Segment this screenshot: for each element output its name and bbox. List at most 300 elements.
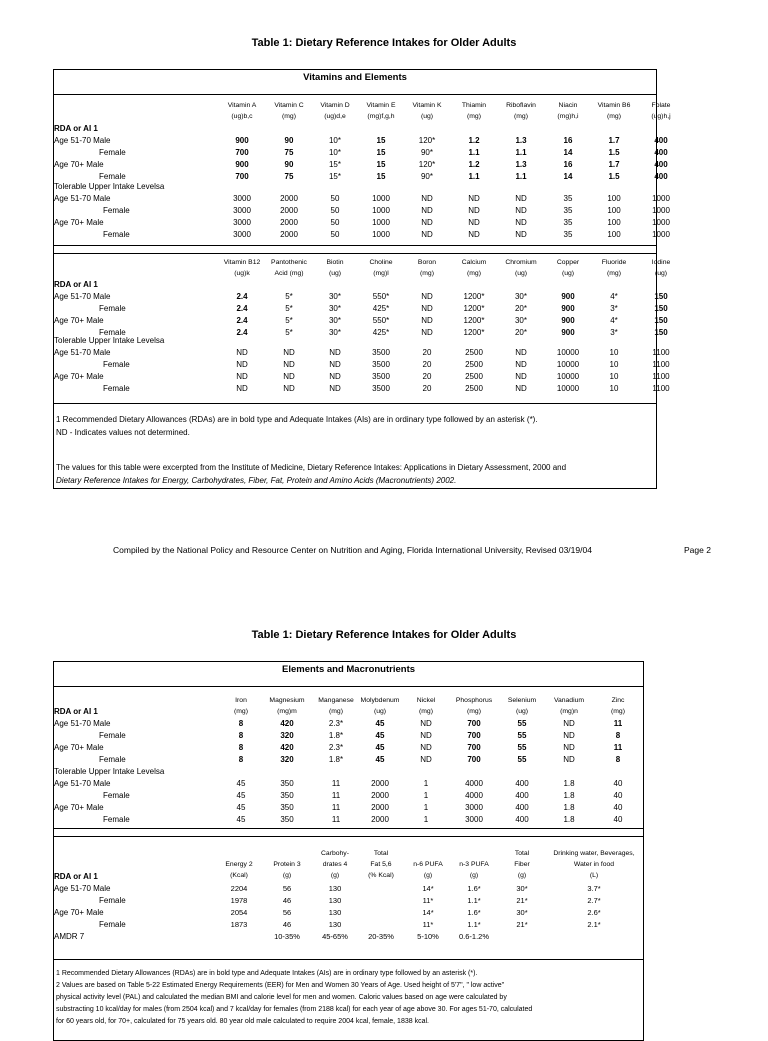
p1-vit-rda-cell: 14 (563, 148, 573, 157)
p1-vit-header-6-line-0: Riboflavin (506, 102, 536, 109)
p1-vit-rda-cell: 1.3 (515, 160, 527, 169)
p1-vit-rda-cell: 1.7 (608, 160, 620, 169)
p1-elem-header-5-line-1: (mg) (467, 270, 481, 277)
p1-vit-header-4-line-0: Vitamin K (412, 102, 442, 109)
p1-vit-ul-row-label: Age 70+ Male (54, 218, 104, 227)
page-number: Page 2 (684, 545, 711, 555)
p1-vit-ul-cell: ND (468, 230, 480, 239)
p2-macro-cell: 2054 (230, 908, 248, 917)
p1-vit-header-5-line-1: (mg) (467, 113, 481, 120)
p2-macro-cell: 0.6-1.2% (458, 932, 490, 941)
p1-vit-ul-cell: ND (468, 206, 480, 215)
p2-elem-ul-row-label: Age 51-70 Male (54, 779, 111, 788)
p1-elem-ul-cell: ND (236, 384, 248, 393)
p2-elem-header-7-line-1: (mg)n (560, 708, 578, 715)
p2-elem-rda-cell: 8 (238, 755, 244, 764)
p2-elem-rda-cell: 700 (467, 731, 481, 740)
p1-vit-rda-cell: 90 (284, 136, 294, 145)
p2-elem-ul-cell: 400 (515, 803, 529, 812)
p1-vit-rda-cell: 1.3 (515, 136, 527, 145)
p2-elem-rda-cell: ND (563, 719, 575, 728)
p1-vit-ul-cell: 1000 (372, 218, 390, 227)
p2-elem-ul-cell: 11 (331, 815, 341, 824)
p2-macro-header-3-line-2: (% Kcal) (368, 872, 394, 879)
p2-elem-rda-cell: 420 (280, 719, 294, 728)
p1-elem-rda-cell: 1200* (463, 316, 485, 325)
p1-vit-ul-cell: ND (468, 194, 480, 203)
p1-elem-ul-cell: ND (329, 372, 341, 381)
p1-vit-rda-cell: 120* (418, 160, 436, 169)
p2-elem-rda-cell: ND (563, 755, 575, 764)
p2-elem-ul-cell: 3000 (465, 815, 483, 824)
p2-elem-ul-cell: 45 (236, 779, 246, 788)
p2-elem-ul-row-label: Age 70+ Male (54, 803, 104, 812)
footnote-nd: ND - Indicates values not determined. (56, 428, 190, 437)
elements-macronutrients-table (53, 661, 644, 1041)
p2-elem-ul-cell: 1.8 (563, 779, 575, 788)
p2-elem-header-2-line-0: Manganese (318, 697, 354, 704)
p2-elem-rda-cell: ND (420, 755, 432, 764)
p1-elem-header-9-line-0: Iodine (651, 259, 671, 266)
p1-elem-ul-cell: ND (329, 360, 341, 369)
p1-elem-ul-label: Tolerable Upper Intake Levelsa (54, 336, 165, 345)
p2-elem-ul-cell: 2000 (371, 815, 389, 824)
p1-elem-rda-cell: 5* (285, 292, 293, 301)
p1-elem-ul-cell: 1100 (652, 360, 670, 369)
p2-macro-cell: 30* (516, 908, 528, 917)
p1-vit-rda-cell: 15 (376, 172, 386, 181)
p1-elem-header-9-line-1: (ug) (654, 270, 668, 277)
p1-elem-rda-cell: ND (421, 304, 433, 313)
p1-elem-rda-cell: 30* (514, 316, 527, 325)
p2-elem-header-4-line-0: Nickel (416, 697, 436, 704)
compiled-footer: Compiled by the National Policy and Resource Center on Nutrition and Aging, Florida International University, Revised 03/19/04 (113, 545, 592, 555)
p2-macro-header-7-line-2: (L) (589, 872, 599, 879)
p2-macro-cell: 1.6* (467, 884, 481, 893)
p2-macro-cell: 30* (516, 884, 528, 893)
p2-elem-ul-cell: 40 (613, 803, 623, 812)
p1-elem-rda-row-label: Age 51-70 Male (54, 292, 111, 301)
p1-elem-rda-cell: 1200* (463, 328, 485, 337)
vitamins-section-title: Vitamins and Elements (303, 72, 407, 83)
p2-macro-cell: 1.1* (467, 896, 481, 905)
p2-macro-cell: 46 (282, 920, 292, 929)
p1-elem-ul-cell: ND (283, 384, 295, 393)
p2-macro-header-4-line-0: n-6 PUFA (413, 861, 443, 868)
p1-vit-ul-row-label: Age 51-70 Male (54, 194, 111, 203)
p2-elem-rda-cell: 320 (280, 731, 294, 740)
p2-macro-header-4-line-1: (g) (423, 872, 433, 879)
p1-elem-rda-cell: 3* (610, 304, 618, 313)
p1-elem-rda-cell: 30* (328, 316, 341, 325)
p2-macro-cell: 5-10% (417, 932, 439, 941)
p2-elem-rda-row-label: Female (99, 755, 126, 764)
page1-title: Table 1: Dietary Reference Intakes for Older Adults (251, 37, 517, 49)
p1-elem-rda-cell: 1200* (463, 292, 485, 301)
p1-vit-ul-cell: 1000 (652, 218, 670, 227)
p1-elem-header-4-line-1: (mg) (420, 270, 434, 277)
p1-elem-rda-cell: ND (421, 328, 433, 337)
p1-vit-rda-cell: 75 (284, 172, 294, 181)
p2-macro-cell: 1.1* (467, 920, 481, 929)
p1-elem-rda-cell: 30* (328, 328, 341, 337)
p1-elem-rda-cell: 4* (610, 292, 618, 301)
p1-elem-ul-cell: 2500 (465, 384, 483, 393)
p1-elem-ul-cell: ND (515, 372, 527, 381)
p1-vit-ul-cell: 100 (607, 230, 621, 239)
p2-macro-cell: 2.7* (587, 896, 601, 905)
p1-vit-ul-cell: 3000 (233, 230, 251, 239)
p1-elem-rda-cell: 3* (610, 328, 618, 337)
p1-elem-rda-cell: 150 (654, 328, 668, 337)
p1-elem-rda-cell: 20* (514, 304, 527, 313)
p1-vit-rda-cell: 10* (328, 136, 341, 145)
p2-elem-header-3-line-1: (ug) (373, 708, 387, 715)
p1-elem-rda-cell: 30* (328, 292, 341, 301)
p1-vit-ul-cell: ND (421, 218, 433, 227)
p2-macro-header-6-line-2: (g) (517, 872, 527, 879)
p1-vit-ul-cell: ND (421, 194, 433, 203)
p1-elem-rda-cell: ND (421, 316, 433, 325)
p1-elem-rda-cell: 900 (561, 328, 575, 337)
p2-elem-ul-cell: 1.8 (563, 815, 575, 824)
p1-elem-header-1-line-0: Pantothenic (271, 259, 307, 266)
p1-vit-rda-cell: 900 (235, 136, 249, 145)
p1-elem-rda-cell: 2.4 (236, 328, 248, 337)
p1-vit-ul-cell: ND (515, 194, 527, 203)
p2-elem-ul-cell: 1.8 (563, 803, 575, 812)
p2-elem-header-1-line-0: Magnesium (269, 697, 305, 704)
p1-vit-rda-cell: 1.5 (608, 148, 620, 157)
p1-vit-header-3-line-0: Vitamin E (366, 102, 396, 109)
p1-elem-ul-cell: 2500 (465, 348, 483, 357)
p1-elem-ul-cell: 3500 (372, 372, 390, 381)
p2-macro-header-5-line-0: n-3 PUFA (459, 861, 489, 868)
p2-elem-header-6-line-1: (ug) (515, 708, 529, 715)
p2-elem-rda-cell: 1.8* (328, 731, 344, 740)
p1-elem-ul-cell: 20 (422, 360, 432, 369)
p2-macro-cell: 20-35% (368, 932, 394, 941)
p2-elem-rda-cell: 1.8* (328, 755, 344, 764)
p2-elem-ul-cell: 350 (280, 791, 294, 800)
p2-elem-ul-cell: 11 (331, 791, 341, 800)
p2-elem-header-2-line-1: (mg) (329, 708, 343, 715)
p2-macro-cell: 11* (422, 920, 434, 929)
footnote-1: 1 Recommended Dietary Allowances (RDAs) are in bold type and Adequate Intakes (AIs) are in ordinary type followed by an asterisk (*). (56, 415, 538, 424)
p1-elem-ul-cell: 1100 (652, 384, 670, 393)
p2-elem-rda-cell: 700 (467, 719, 481, 728)
p2-elem-rda-row-label: Female (99, 731, 126, 740)
source-note-2: Dietary Reference Intakes for Energy, Carbohydrates, Fiber, Fat, Protein and Amino Acids (Macronutrients) 2002. (56, 476, 457, 485)
p2-elem-ul-row-label: Female (103, 791, 130, 800)
p1-vit-ul-cell: 50 (330, 230, 340, 239)
p2-elem-rda-cell: 45 (375, 731, 385, 740)
p1-vit-ul-row-label: Female (103, 206, 130, 215)
p2-macro-row-label: Age 51-70 Male (54, 884, 111, 893)
p1-elem-rda-row-label: Age 70+ Male (54, 316, 104, 325)
p2-elem-rda-cell: ND (563, 731, 575, 740)
p2-elem-ul-cell: 400 (515, 815, 529, 824)
p1-elem-rda-cell: 4* (610, 316, 618, 325)
p2-elem-rda-cell: 45 (375, 743, 385, 752)
p2-macro-cell: 130 (328, 884, 342, 893)
p1-elem-ul-cell: ND (515, 348, 527, 357)
p1-vit-rda-cell: 16 (563, 160, 573, 169)
p1-elem-ul-cell: ND (236, 360, 248, 369)
p2-macro-header-6-line-0: Total (514, 850, 530, 857)
p2-elem-rda-label: RDA or AI 1 (54, 707, 98, 716)
p1-vit-header-9-line-0: Folate (651, 102, 671, 109)
p2-elem-rda-cell: ND (420, 743, 432, 752)
p2-footnote-5: for 60 years old, for 70+, calculated for 75 years old. 80 year old male calculated to require 2004 kcal, female, 1838 kcal. (56, 1018, 429, 1025)
p2-elem-ul-cell: 400 (515, 779, 529, 788)
p1-vit-ul-cell: 35 (563, 194, 573, 203)
p2-elem-header-8-line-0: Zinc (611, 697, 625, 704)
p2-macro-header-2-line-0: Carbohy- (321, 850, 349, 857)
p2-elem-rda-row-label: Age 70+ Male (54, 743, 104, 752)
p1-vit-header-0-line-1: (ug)b,c (231, 113, 253, 120)
p2-macro-header-2-line-2: (g) (330, 872, 340, 879)
p2-elem-rda-cell: ND (420, 731, 432, 740)
p2-macro-cell: 45-65% (322, 932, 348, 941)
p1-elem-ul-cell: ND (283, 348, 295, 357)
p2-footnote-4: substracting 10 kcal/day for males (from 2504 kcal) and 7 kcal/day for females (from 2188 kcal) for each year of age above 30. For ages 51-70, calculated (56, 1006, 533, 1013)
p1-elem-ul-cell: 2500 (465, 372, 483, 381)
p1-vit-rda-row-label: Female (99, 148, 126, 157)
p2-elem-rda-cell: 55 (517, 755, 527, 764)
p1-vit-rda-cell: 1.1 (468, 172, 480, 181)
p1-vit-rda-cell: 700 (235, 148, 249, 157)
p1-elem-header-8-line-0: Fluoride (601, 259, 627, 266)
p2-elem-ul-cell: 1 (423, 791, 429, 800)
p1-vit-rda-cell: 16 (563, 136, 573, 145)
p1-elem-ul-cell: 3500 (372, 384, 390, 393)
p2-elem-rda-cell: 2.3* (328, 743, 344, 752)
p2-elem-ul-cell: 1.8 (563, 791, 575, 800)
p2-elem-ul-cell: 400 (515, 791, 529, 800)
p1-elem-rda-cell: 900 (561, 304, 575, 313)
p1-vit-header-2-line-1: (ug)d,e (324, 113, 346, 120)
p1-elem-ul-cell: ND (329, 348, 341, 357)
p1-elem-rda-cell: 2.4 (236, 304, 248, 313)
p2-macro-header-3-line-1: Fat 5,6 (370, 861, 392, 868)
p1-vit-ul-cell: 100 (607, 206, 621, 215)
p2-elem-rda-cell: 45 (375, 755, 385, 764)
p1-vit-rda-label: RDA or AI 1 (54, 124, 98, 133)
p1-elem-rda-cell: 30* (514, 292, 527, 301)
p1-vit-rda-cell: 400 (654, 172, 668, 181)
p1-vit-rda-cell: 1.1 (468, 148, 480, 157)
p2-elem-ul-cell: 45 (236, 815, 246, 824)
p1-elem-ul-cell: 10000 (556, 384, 580, 393)
p1-elem-rda-cell: 150 (654, 304, 668, 313)
p2-elem-ul-cell: 11 (331, 779, 341, 788)
p2-elem-ul-cell: 350 (280, 803, 294, 812)
p2-elem-ul-cell: 1 (423, 803, 429, 812)
p1-elem-rda-cell: 1200* (463, 304, 485, 313)
p1-elem-header-2-line-0: Biotin (326, 259, 344, 266)
p1-vit-rda-cell: 15* (328, 172, 341, 181)
p2-macro-cell: 21* (516, 920, 528, 929)
p2-macro-cell: 130 (328, 896, 342, 905)
p1-vit-ul-cell: ND (515, 218, 527, 227)
p1-elem-header-0-line-1: (ug)k (234, 270, 250, 277)
p1-elem-ul-cell: 2500 (465, 360, 483, 369)
p1-elem-ul-cell: 10 (609, 372, 619, 381)
p1-vit-rda-row-label: Age 51-70 Male (54, 136, 111, 145)
p2-elem-ul-cell: 40 (613, 779, 623, 788)
p1-vit-ul-cell: 100 (607, 218, 621, 227)
p2-macro-header-3-line-0: Total (373, 850, 389, 857)
p2-elem-rda-row-label: Age 51-70 Male (54, 719, 111, 728)
p1-vit-ul-cell: 3000 (233, 194, 251, 203)
p2-elem-header-3-line-0: Molybdenum (360, 697, 400, 704)
p1-elem-ul-cell: 10 (609, 360, 619, 369)
p2-macro-header-6-line-1: Fiber (514, 861, 530, 868)
p1-vit-ul-cell: ND (515, 230, 527, 239)
p1-vit-rda-cell: 700 (235, 172, 249, 181)
p1-vit-header-8-line-1: (mg) (607, 113, 621, 120)
p2-elem-rda-cell: 8 (238, 743, 244, 752)
p1-vit-ul-cell: 1000 (652, 206, 670, 215)
p2-macro-cell: 2204 (230, 884, 248, 893)
p2-macro-header-0-line-0: Energy 2 (225, 861, 253, 868)
p2-macro-cell: 56 (282, 908, 292, 917)
p2-elem-rda-cell: 55 (517, 731, 527, 740)
p1-elem-rda-cell: ND (421, 292, 433, 301)
p1-vit-ul-cell: 2000 (280, 218, 298, 227)
p1-elem-header-2-line-1: (ug) (328, 270, 342, 277)
p2-elem-ul-cell: 2000 (371, 779, 389, 788)
p1-elem-ul-cell: 1100 (652, 372, 670, 381)
p2-macro-row-label: AMDR 7 (54, 932, 85, 941)
p1-vit-rda-cell: 10* (328, 148, 341, 157)
p2-elem-header-0-line-0: Iron (235, 697, 247, 704)
p2-elem-header-4-line-1: (mg) (419, 708, 433, 715)
p2-elem-rda-cell: 8 (238, 731, 244, 740)
p1-vit-ul-cell: 2000 (280, 194, 298, 203)
p2-macro-cell: 56 (282, 884, 292, 893)
p2-footnote-2: 2 Values are based on Table 5-22 Estimated Energy Requirements (EER) for Men and Women 30 Years of Age. Used height of 5'7", " low active" (56, 982, 505, 989)
p1-elem-rda-cell: 900 (561, 292, 575, 301)
p2-elem-rda-cell: 2.3* (328, 719, 344, 728)
p1-vit-header-5-line-0: Thiamin (461, 102, 487, 109)
p1-vit-header-1-line-1: (mg) (282, 113, 296, 120)
p1-elem-ul-row-label: Age 70+ Male (54, 372, 104, 381)
p1-elem-header-7-line-0: Copper (556, 259, 580, 266)
p1-vit-ul-cell: 35 (563, 230, 573, 239)
p1-vit-rda-cell: 1.1 (515, 148, 527, 157)
p1-elem-rda-cell: 5* (285, 316, 293, 325)
p2-macro-cell: 11* (422, 896, 434, 905)
p2-elem-ul-cell: 1 (423, 779, 429, 788)
p2-elem-rda-cell: 8 (238, 719, 244, 728)
vitamins-table (53, 69, 671, 489)
p1-vit-ul-cell: 1000 (652, 230, 670, 239)
p2-elem-ul-cell: 350 (280, 815, 294, 824)
p2-macro-header-7-line-1: Water in food (573, 861, 615, 868)
p2-elem-rda-cell: 420 (280, 743, 294, 752)
p1-vit-rda-cell: 15 (376, 160, 386, 169)
p2-macro-cell: 130 (328, 920, 342, 929)
p1-elem-rda-cell: 20* (514, 328, 527, 337)
p1-vit-ul-cell: ND (468, 218, 480, 227)
p2-macro-rda-label: RDA or AI 1 (54, 872, 98, 881)
p1-vit-header-1-line-0: Vitamin C (274, 102, 304, 109)
p1-vit-header-3-line-1: (mg)f,g,h (367, 113, 395, 120)
p1-vit-rda-cell: 14 (563, 172, 573, 181)
p2-elem-ul-cell: 11 (331, 803, 341, 812)
p1-elem-rda-row-label: Female (99, 328, 126, 337)
p2-macro-header-2-line-1: drates 4 (322, 861, 348, 868)
p1-vit-ul-cell: 3000 (233, 218, 251, 227)
p1-elem-rda-label: RDA or AI 1 (54, 280, 98, 289)
p1-vit-rda-row-label: Female (99, 172, 126, 181)
p1-elem-header-5-line-0: Calcium (461, 259, 487, 266)
p1-elem-rda-cell: 5* (285, 304, 293, 313)
p1-elem-rda-cell: 150 (654, 316, 668, 325)
p1-elem-ul-cell: ND (236, 348, 248, 357)
p1-vit-ul-cell: 1000 (372, 194, 390, 203)
p1-vit-ul-cell: 35 (563, 218, 573, 227)
p1-vit-rda-row-label: Age 70+ Male (54, 160, 104, 169)
source-note-1: The values for this table were excerpted from the Institute of Medicine, Dietary Reference Intakes: Applications in Dietary Assessment, 2000 and (56, 463, 567, 472)
p1-vit-header-9-line-1: (ug)h,j (651, 113, 671, 120)
p1-vit-rda-cell: 1.7 (608, 136, 620, 145)
p2-elem-ul-cell: 40 (613, 791, 623, 800)
p1-elem-ul-cell: 20 (422, 348, 432, 357)
p2-elem-header-6-line-0: Selenium (507, 697, 537, 704)
p2-macro-cell: 1.6* (467, 908, 481, 917)
p1-vit-header-8-line-0: Vitamin B6 (597, 102, 631, 109)
p1-vit-header-2-line-0: Vitamin D (320, 102, 350, 109)
p1-vit-ul-cell: 3000 (233, 206, 251, 215)
p1-elem-rda-cell: 2.4 (236, 316, 248, 325)
p2-macro-header-1-line-0: Protein 3 (273, 861, 301, 868)
p1-elem-header-0-line-0: Vitamin B12 (223, 259, 261, 266)
p1-vit-ul-cell: 1000 (372, 230, 390, 239)
p1-vit-rda-cell: 1.2 (468, 160, 480, 169)
p2-macro-cell: 46 (282, 896, 292, 905)
p1-elem-ul-cell: 20 (422, 384, 432, 393)
p1-vit-ul-cell: 35 (563, 206, 573, 215)
p1-elem-header-7-line-1: (ug) (561, 270, 575, 277)
p2-elem-header-0-line-1: (mg) (234, 708, 248, 715)
p1-elem-header-6-line-1: (ug) (514, 270, 528, 277)
p2-macro-cell: 14* (422, 908, 434, 917)
p2-elem-rda-cell: 55 (517, 719, 527, 728)
p2-macro-cell: 1978 (230, 896, 248, 905)
p1-vit-rda-cell: 1.2 (468, 136, 480, 145)
p1-vit-header-6-line-1: (mg) (514, 113, 528, 120)
p2-macro-cell: 21* (516, 896, 528, 905)
p2-macro-cell: 10-35% (274, 932, 300, 941)
p1-vit-ul-cell: 2000 (280, 230, 298, 239)
p1-vit-ul-cell: ND (421, 206, 433, 215)
p2-macro-header-0-line-1: (Kcal) (230, 872, 248, 879)
p1-elem-header-3-line-1: (mg)l (373, 270, 389, 277)
p1-vit-ul-cell: 50 (330, 206, 340, 215)
p1-elem-rda-cell: 425* (372, 328, 390, 337)
p2-elem-ul-cell: 45 (236, 791, 246, 800)
p2-elem-ul-cell: 2000 (371, 791, 389, 800)
p2-elem-rda-cell: 8 (615, 731, 621, 740)
p1-elem-ul-cell: ND (329, 384, 341, 393)
p1-elem-rda-cell: 550* (372, 316, 390, 325)
p1-elem-ul-cell: 3500 (372, 348, 390, 357)
p1-vit-ul-cell: 1000 (372, 206, 390, 215)
p1-vit-rda-cell: 75 (284, 148, 294, 157)
